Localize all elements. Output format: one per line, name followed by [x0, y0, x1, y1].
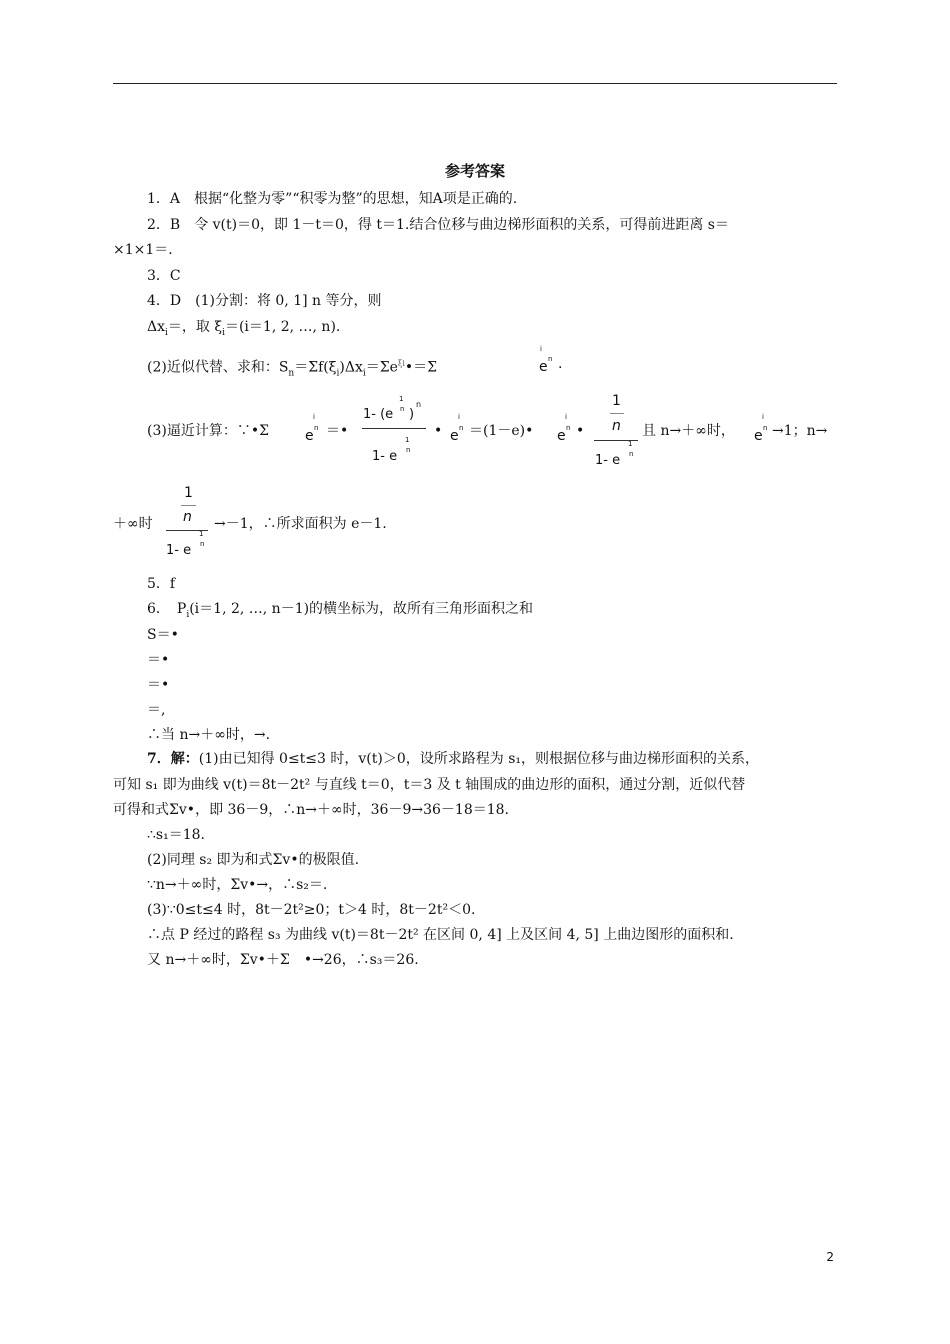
- answer-7-text: ∴点 P 经过的路程 s₃ 为曲线 v(t)＝8t－2t² 在区间 0, 4] 上及区间 4, 5] 上曲边图形的面积和.: [147, 927, 734, 943]
- answer-6-text: (i＝1, 2, …, n－1)的横坐标为，故所有三角形面积之和: [189, 601, 534, 617]
- e-base: e: [450, 428, 459, 444]
- answer-6-step: S＝•: [147, 627, 179, 643]
- approx-text: (2)近似代替、求和：S: [147, 359, 289, 376]
- frac-numerator-one: 1: [612, 393, 621, 409]
- frac-denominator: 1- e: [372, 449, 398, 464]
- approx-text: ＝Σe: [365, 359, 398, 376]
- frac-exp-n: n: [629, 450, 634, 458]
- subscript-i: i: [165, 327, 168, 338]
- document-page: 参考答案 1．A 根据“化整为零”“积零为整”的思想，知A项是正确的. 2．B 令 v(t)＝0，即 1－t＝0，得 t＝1.结合位移与曲边梯形面积的关系，可得前进距离 s＝ ×1×1＝. 3．C 4．D (1)分割：将 0, 1] n 等分，则 $\Delta x_i=$，取 $\xi_i=(i=1$, 2, …, n). (2)近似代替、求和：$S_n=\Sigma f(\xi_i)\Delta x_i=\Sigma e^{\xi i}•=\Sigma$ i e n . (3)逼近计算：∵•Σ i e n ＝• 1 1- (e n ) n 1 1- e n • i e n ＝(1－e)• i e n • 1 n 1 1- e n 且 n→＋∞时， i e n →1；n→ ＋∞时 1 n 1 1- e n →－1，∴所求面积为 e－1. 5．f 6． $P_i(i=1$, 2, …, n－1)的横坐标为，故所有三角形面积之和 S＝• ＝• ＝• ＝, ∴当 n→＋∞时，→. 7．解：(1)由已知得 0≤t≤3 时，v(t)＞0，设所求路程为 s₁，则根据位移与曲边梯形面积的关系， 可知 s₁ 即为曲线 v(t)＝8t－2t² 与直线 t＝0，t＝3 及 t 轴围成的曲边形的面积，通过分割，近似代替 可得和式Σv•，即 36－9，∴n→＋∞时，36－9→36－18＝18. ∴s₁＝18. (2)同理 s₂ 即为和式Σv•的极限值. ∵n→＋∞时，Σv•→，∴s₂＝. (3)∵0≤t≤4 时，8t－2t²≥0；t＞4 时，8t－2t²＜0. ∴点 P 经过的路程 s₃ 为曲线 v(t)＝8t－2t² 在区间 0, 4] 上及区间 4, 5] 上曲边图形的面积和. 又 n→＋∞时，Σv•＋Σ •→26，∴s₃＝26. 2: [0, 0, 950, 1344]
- e-base: e: [539, 359, 548, 375]
- answer-3: 3．C: [147, 268, 181, 284]
- frac-exp-one: 1: [199, 530, 204, 538]
- answer-2-cont: ×1×1＝.: [113, 242, 173, 258]
- exp-i: i: [762, 413, 764, 421]
- approx-text: )Δx: [339, 359, 363, 376]
- limit-text: •: [576, 423, 585, 439]
- answer-7-text: 可知 s₁ 即为曲线 v(t)＝8t－2t² 与直线 t＝0，t＝3 及 t 轴围成的曲边形的面积，通过分割，近似代替: [113, 777, 746, 793]
- exp-n: n: [548, 355, 553, 363]
- limit-conclusion: ＋∞时: [113, 516, 153, 532]
- frac-exp-n: n: [400, 405, 405, 413]
- fraction-bar: [610, 413, 624, 414]
- subscript-i: i: [336, 368, 340, 379]
- answer-5: 5．f: [147, 576, 176, 592]
- fraction-bar: [181, 505, 196, 506]
- partition-text: ＝，取 ξ: [167, 319, 223, 335]
- exp-n: n: [566, 424, 571, 432]
- exp-i: i: [313, 413, 315, 421]
- approx-text: •＝Σ: [404, 359, 438, 376]
- answer-4-partition: [147, 318, 340, 342]
- exp-n: n: [459, 424, 464, 432]
- exp-n: n: [763, 424, 768, 432]
- subscript-i: i: [186, 609, 190, 620]
- page-title: 参考答案: [444, 162, 505, 180]
- exp-i: i: [565, 413, 567, 421]
- frac-exp-n: n: [416, 400, 422, 409]
- answer-7-text: (2)同理 s₂ 即为和式Σv•的极限值.: [147, 852, 360, 868]
- frac-denominator: 1- e: [166, 543, 192, 558]
- limit-conclusion: →－1，∴所求面积为 e－1.: [214, 516, 387, 532]
- e-base: e: [305, 428, 314, 444]
- frac-exp-one: 1: [399, 395, 404, 403]
- delta-x-text: Δx: [147, 319, 166, 335]
- answer-7-text: ∴s₁＝18.: [147, 827, 205, 843]
- limit-text: ＝•: [326, 423, 349, 439]
- answer-7-text: ∵n→＋∞时，Σv•→，∴s₂＝.: [147, 877, 328, 893]
- e-base: e: [754, 428, 763, 444]
- frac-exp-one: 1: [628, 440, 633, 448]
- answer-4: 4．D (1)分割：将 0, 1] n 等分，则: [147, 293, 382, 309]
- frac-paren: ): [409, 407, 415, 422]
- exp-i: i: [540, 345, 542, 353]
- header-rule: [113, 83, 837, 84]
- answer-6-step: ＝•: [147, 652, 170, 668]
- answer-7-text: (3)∵0≤t≤4 时，8t－2t²≥0；t＞4 时，8t－2t²＜0.: [147, 902, 476, 918]
- limit-text: •: [434, 423, 443, 439]
- solution-label: 7．解：: [147, 751, 199, 767]
- subscript-n: n: [288, 368, 295, 379]
- exp-i: i: [458, 413, 460, 421]
- answer-4-approx: [147, 355, 437, 382]
- subscript-i: i: [362, 368, 366, 379]
- answer-7: [147, 750, 759, 768]
- limit-text: →1；n→: [772, 423, 828, 439]
- answer-7-text: (1)由已知得 0≤t≤3 时，v(t)＞0，设所求路程为 s₁，则根据位移与曲边梯形面积的关系，: [198, 751, 759, 767]
- answer-1: 1．A 根据“化整为零”“积零为整”的思想，知A项是正确的.: [147, 191, 518, 207]
- frac-exp-n: n: [200, 540, 205, 548]
- frac-numerator: 1- (e: [363, 407, 394, 422]
- e-base: e: [557, 428, 566, 444]
- answer-6-text: 6． P: [147, 601, 187, 617]
- answer-6-step: ＝•: [147, 677, 170, 693]
- limit-text: 且 n→＋∞时，: [642, 423, 735, 439]
- subscript-i: i: [222, 327, 225, 338]
- frac-numerator-one: 1: [184, 485, 193, 501]
- answer-4-limit-label: (3)逼近计算：∵•Σ: [147, 423, 269, 439]
- approx-text: ＝Σf(ξ: [294, 359, 337, 376]
- frac-exp-one: 1: [405, 436, 410, 444]
- page-number: 2: [826, 1250, 834, 1264]
- frac-denominator: 1- e: [595, 453, 621, 468]
- answer-2: 2．B 令 v(t)＝0，即 1－t＝0，得 t＝1.结合位移与曲边梯形面积的关系，可得前进距离 s＝: [147, 217, 729, 233]
- limit-text: ＝(1－e)•: [469, 423, 534, 439]
- answer-6: [147, 600, 533, 624]
- exponent-xi: ξi: [397, 359, 405, 368]
- exp-n: n: [314, 424, 319, 432]
- frac-n: n: [612, 418, 621, 434]
- partition-text-end: ＝(i＝1, 2, …, n).: [224, 319, 341, 335]
- frac-n: n: [183, 509, 192, 525]
- answer-7-text: 可得和式Σv•，即 36－9，∴n→＋∞时，36－9→36－18＝18.: [113, 802, 509, 818]
- fraction-bar: [362, 428, 426, 429]
- answer-7-text: 又 n→＋∞时，Σv•＋Σ •→26，∴s₃＝26.: [147, 952, 419, 968]
- answer-6-step: ＝,: [147, 702, 166, 718]
- frac-exp-n: n: [406, 446, 411, 454]
- answer-6-step: ∴当 n→＋∞时，→.: [147, 727, 271, 743]
